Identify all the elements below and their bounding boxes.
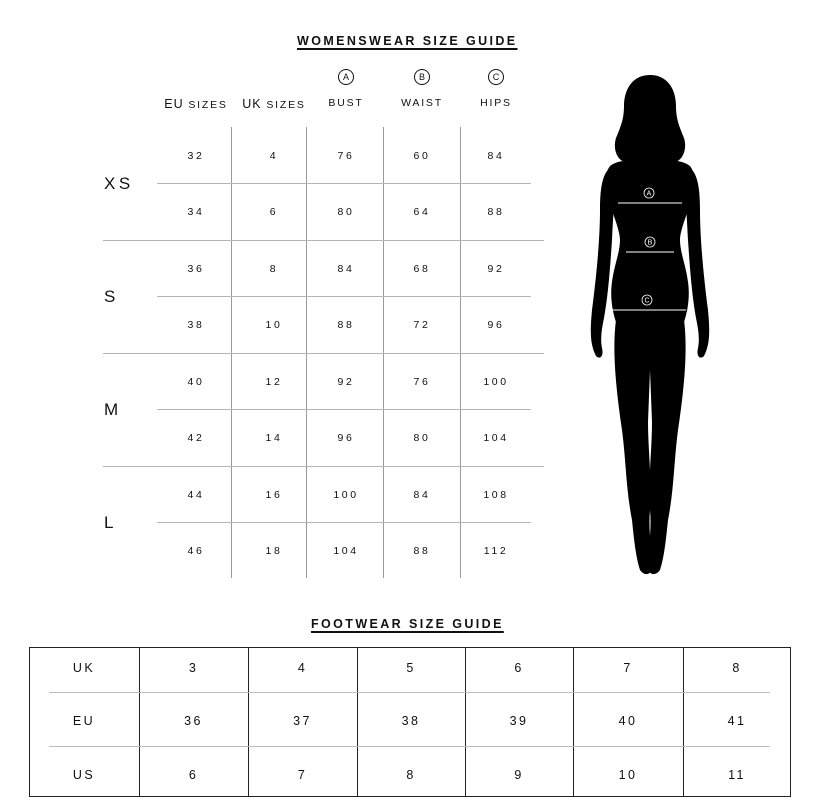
table-cell: 76 <box>337 150 355 162</box>
footwear-column-divider <box>683 647 684 797</box>
size-label: XS <box>104 174 134 193</box>
body-silhouette <box>580 70 720 580</box>
table-cell: 38 <box>187 319 205 331</box>
footwear-column-divider <box>139 647 140 797</box>
table-cell: 88 <box>413 545 431 557</box>
footwear-cell: 8 <box>732 661 742 675</box>
table-cell: 32 <box>187 150 205 162</box>
footwear-column-divider <box>573 647 574 797</box>
table-cell: 92 <box>487 263 505 275</box>
footwear-cell: 7 <box>623 661 633 675</box>
footwear-cell: 40 <box>618 714 638 728</box>
table-cell: 18 <box>265 545 283 557</box>
table-cell: 104 <box>333 545 359 557</box>
table-cell: 40 <box>187 376 205 388</box>
footwear-row-divider <box>49 746 770 747</box>
row-divider <box>157 296 531 297</box>
table-cell: 4 <box>269 150 279 162</box>
figure-marker-c: C <box>644 297 650 305</box>
table-cell: 84 <box>413 489 431 501</box>
column-header-2 <box>328 97 363 109</box>
footwear-cell: 6 <box>514 661 524 675</box>
table-cell: 96 <box>487 319 505 331</box>
table-cell: 84 <box>487 150 505 162</box>
footwear-cell: 4 <box>297 661 308 675</box>
table-cell: 108 <box>483 489 509 501</box>
footwear-cell: 7 <box>297 768 308 782</box>
column-header-0 <box>164 97 227 111</box>
footwear-column-divider <box>248 647 249 797</box>
row-divider <box>157 522 531 523</box>
footwear-cell: 38 <box>401 714 421 728</box>
table-cell: 76 <box>413 376 431 388</box>
table-cell: 96 <box>337 432 355 444</box>
table-cell: 68 <box>413 263 431 275</box>
size-label: M <box>104 400 122 419</box>
table-cell: 12 <box>265 376 283 388</box>
table-cell: 34 <box>187 206 205 218</box>
table-cell: 10 <box>265 319 283 331</box>
column-header-4 <box>480 97 512 109</box>
footwear-cell: 39 <box>509 714 529 728</box>
womenswear-title: WOMENSWEAR SIZE GUIDE <box>297 34 518 48</box>
group-divider <box>103 466 544 467</box>
table-cell: 84 <box>337 263 355 275</box>
table-cell: 100 <box>333 489 359 501</box>
footwear-cell: 36 <box>184 714 203 728</box>
footwear-row-divider <box>49 692 770 693</box>
column-header-abbr: EU <box>164 97 184 111</box>
footwear-cell: 6 <box>188 768 199 782</box>
table-cell: 100 <box>483 376 509 388</box>
table-cell: 92 <box>337 376 355 388</box>
footwear-row-label: EU <box>72 714 96 728</box>
table-cell: 88 <box>487 206 505 218</box>
row-divider <box>157 183 531 184</box>
measure-marker-b: B <box>414 69 430 85</box>
table-cell: 46 <box>187 545 205 557</box>
table-cell: 60 <box>413 150 431 162</box>
table-cell: 36 <box>187 263 205 275</box>
footwear-cell: 3 <box>188 661 199 675</box>
column-header-label: BUST <box>328 97 364 109</box>
table-cell: 64 <box>413 206 431 218</box>
size-label: L <box>104 513 117 532</box>
table-cell: 80 <box>413 432 431 444</box>
table-cell: 42 <box>187 432 205 444</box>
row-divider <box>157 409 531 410</box>
table-cell: 80 <box>337 206 355 218</box>
table-cell: 6 <box>269 206 279 218</box>
column-header-abbr: UK <box>242 97 262 111</box>
table-cell: 16 <box>265 489 283 501</box>
table-cell: 112 <box>483 545 509 557</box>
column-header-1 <box>242 97 305 111</box>
footwear-row-label: US <box>72 768 96 782</box>
table-cell: 44 <box>187 489 205 501</box>
column-header-label: HIPS <box>480 97 512 109</box>
footwear-cell: 9 <box>514 768 524 782</box>
group-divider <box>103 353 544 354</box>
figure-marker-a: A <box>646 190 652 198</box>
column-header-label: WAIST <box>401 97 443 109</box>
column-header-label: SIZES <box>261 99 306 111</box>
footwear-cell: 5 <box>406 661 416 675</box>
footwear-cell: 10 <box>618 768 638 782</box>
column-header-label: SIZES <box>183 99 228 111</box>
table-cell: 8 <box>269 263 279 275</box>
table-cell: 72 <box>413 319 431 331</box>
footwear-row-label: UK <box>72 661 96 675</box>
figure-marker-b: B <box>647 239 653 247</box>
footwear-column-divider <box>465 647 466 797</box>
measure-marker-a: A <box>338 69 354 85</box>
footwear-title: FOOTWEAR SIZE GUIDE <box>311 617 504 631</box>
footwear-cell: 41 <box>727 714 747 728</box>
column-header-3 <box>401 97 443 109</box>
footwear-cell: 11 <box>728 768 746 782</box>
footwear-cell: 8 <box>406 768 416 782</box>
size-label: S <box>104 287 119 306</box>
footwear-column-divider <box>357 647 358 797</box>
group-divider <box>103 240 544 241</box>
table-cell: 104 <box>483 432 509 444</box>
table-cell: 88 <box>337 319 355 331</box>
footwear-cell: 37 <box>293 714 312 728</box>
table-cell: 14 <box>265 432 283 444</box>
measure-marker-c: C <box>488 69 504 85</box>
